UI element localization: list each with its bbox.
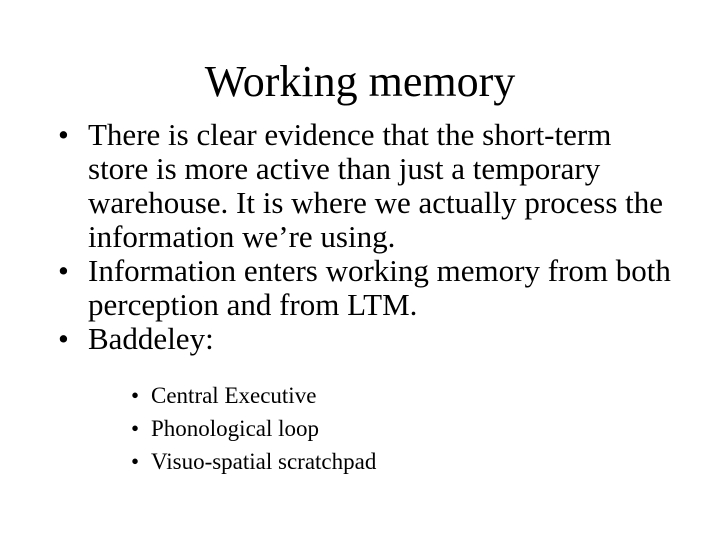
sub-bullet-list: [131, 379, 376, 478]
sub-bullet-text: Visuo-spatial scratchpad: [151, 449, 377, 474]
bullet-list: [58, 118, 678, 356]
sub-bullet-dot-icon: •: [131, 416, 140, 441]
slide-title: Working memory: [204, 57, 516, 106]
sub-bullet-item: [131, 445, 376, 478]
bullet-item: [58, 322, 678, 356]
sub-bullet-item: [131, 379, 376, 412]
bullet-text: There is clear evidence that the short-term store is more active than just a temporary warehouse. It is where we actually process the information we’re using.: [88, 117, 663, 254]
bullet-item: [58, 254, 678, 322]
sub-bullet-text: Phonological loop: [151, 416, 320, 441]
bullet-item: [58, 118, 678, 254]
sub-bullet-dot-icon: •: [131, 449, 140, 474]
bullet-dot-icon: •: [58, 253, 69, 288]
bullet-dot-icon: •: [58, 321, 69, 356]
sub-bullet-text: Central Executive: [151, 383, 317, 408]
sub-bullet-dot-icon: •: [131, 383, 140, 408]
bullet-text: Information enters working memory from both perception and from LTM.: [88, 253, 671, 322]
bullet-text: Baddeley:: [88, 321, 214, 356]
bullet-dot-icon: •: [58, 117, 69, 152]
sub-bullet-item: [131, 412, 376, 445]
